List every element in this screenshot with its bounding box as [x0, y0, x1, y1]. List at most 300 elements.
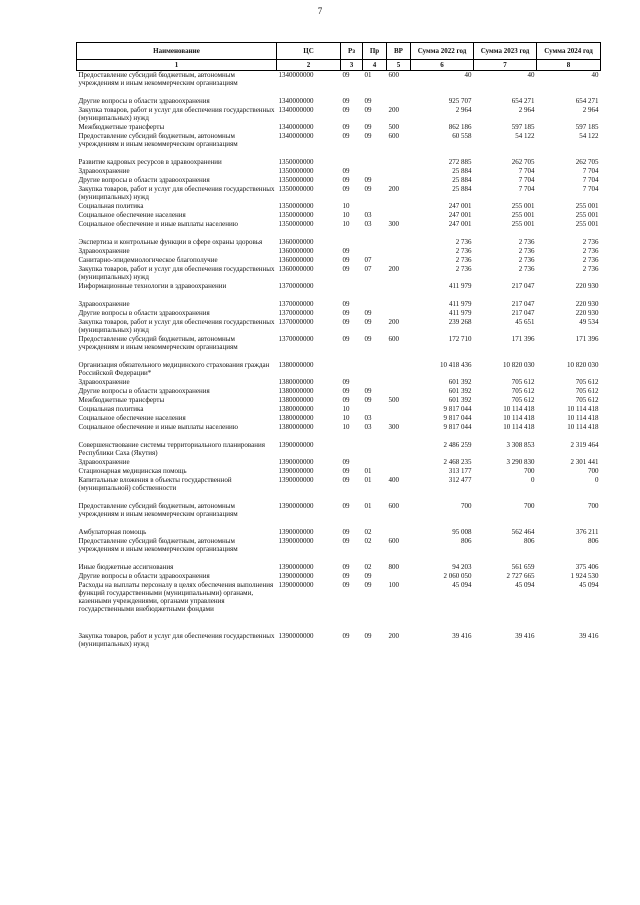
row-sum-2022: 172 710: [448, 335, 472, 343]
row-sum-2023: 700: [524, 467, 535, 475]
row-sum-2022: 25 884: [452, 185, 472, 193]
row-vr: 300: [388, 423, 399, 431]
row-pr: 09: [364, 309, 372, 317]
row-rz: 09: [342, 378, 350, 386]
row-name: Расходы на выплаты персоналу в целях обеспечения выполнения функций государственными (муниципальными) органами, казенными учреждениями, органами управления государственными внебюджетными фондами: [78, 581, 274, 613]
row-sum-2023: 7 704: [518, 167, 535, 175]
row-name: Организация обязательного медицинского страхования граждан Российской Федерации*: [78, 361, 270, 377]
spacer-row: [77, 493, 601, 502]
row-pr: [363, 405, 387, 414]
spacer-cell: [411, 88, 474, 97]
row-cs: 1380000000: [278, 361, 314, 369]
row-cs: 1350000000: [278, 167, 314, 175]
row-name: Закупка товаров, работ и услуг для обеспечения государственных (муниципальных) нужд: [78, 632, 275, 648]
row-sum-2023: 10 820 030: [503, 361, 535, 369]
row-rz: 09: [342, 467, 350, 475]
row-cs: 1390000000: [278, 476, 314, 484]
table-row: [77, 158, 601, 167]
row-rz: 09: [342, 123, 350, 131]
spacer-cell: [277, 554, 341, 563]
table-row: [77, 202, 601, 211]
row-sum-2023: 3 308 853: [506, 441, 535, 449]
row-sum-2023: 654 271: [511, 97, 535, 105]
row-sum-2022: 2 736: [455, 238, 472, 246]
row-sum-2023: 255 001: [511, 202, 535, 210]
row-sum-2024: 45 094: [579, 581, 599, 589]
row-cs: 1350000000: [278, 211, 314, 219]
row-rz: 09: [342, 106, 350, 114]
spacer-cell: [363, 88, 387, 97]
spacer-cell: [537, 352, 601, 361]
row-name: Иные бюджетные ассигнования: [78, 563, 174, 571]
row-vr: [387, 256, 411, 265]
row-sum-2022: 2 736: [455, 265, 472, 273]
spacer-cell: [341, 229, 363, 238]
spacer-cell: [474, 432, 537, 441]
row-pr: 01: [364, 476, 372, 484]
row-sum-2024: 700: [588, 502, 599, 510]
row-sum-2024: 2 736: [582, 238, 599, 246]
row-pr: 02: [364, 563, 372, 571]
row-sum-2022: 925 707: [448, 97, 472, 105]
row-name: Закупка товаров, работ и услуг для обеспечения государственных (муниципальных) нужд: [78, 318, 275, 334]
row-name: Социальная политика: [78, 405, 144, 413]
row-sum-2024: 54 122: [579, 132, 599, 140]
table-row: [77, 476, 601, 493]
spacer-cell: [341, 352, 363, 361]
row-sum-2024: 255 001: [575, 211, 599, 219]
column-number: 8: [537, 60, 601, 71]
row-cs: 1350000000: [278, 185, 314, 193]
row-sum-2024: 597 185: [575, 123, 599, 131]
row-sum-2023: 255 001: [511, 211, 535, 219]
row-pr: 09: [364, 132, 372, 140]
row-sum-2022: 25 884: [452, 167, 472, 175]
table-row: [77, 167, 601, 176]
spacer-cell: [277, 149, 341, 158]
table-row: [77, 581, 601, 614]
row-cs: 1340000000: [278, 132, 314, 140]
row-vr: [387, 97, 411, 106]
spacer-cell: [77, 291, 277, 300]
row-pr: [363, 158, 387, 167]
row-sum-2024: 220 930: [575, 300, 599, 308]
row-name: Совершенствование системы территориального планирования Республики Саха (Якутия): [78, 441, 265, 457]
row-pr: 09: [364, 97, 372, 105]
row-cs: 1370000000: [278, 282, 314, 290]
row-name: Здравоохранение: [78, 300, 130, 308]
row-vr: [387, 405, 411, 414]
spacer-cell: [387, 291, 411, 300]
spacer-cell: [363, 614, 387, 623]
row-pr: [363, 300, 387, 309]
row-cs: 1390000000: [278, 563, 314, 571]
row-cs: 1390000000: [278, 572, 314, 580]
row-sum-2022: 411 979: [449, 300, 472, 308]
table-row: [77, 405, 601, 414]
row-pr: 07: [364, 265, 372, 273]
row-vr: [387, 572, 411, 581]
row-vr: [387, 387, 411, 396]
row-pr: [363, 167, 387, 176]
spacer-cell: [411, 554, 474, 563]
row-sum-2022: 411 979: [449, 282, 472, 290]
row-cs: 1370000000: [278, 318, 314, 326]
table-row: [77, 238, 601, 247]
row-cs: 1390000000: [278, 502, 314, 510]
row-name: Предоставление субсидий бюджетным, автономным учреждениям и иным некоммерческим организациям: [78, 132, 238, 148]
row-pr: 09: [364, 581, 372, 589]
row-name: Социальное обеспечение населения: [78, 211, 186, 219]
spacer-cell: [387, 519, 411, 528]
row-sum-2024: 376 211: [576, 528, 599, 536]
row-name: Социальное обеспечение населения: [78, 414, 186, 422]
table-row: [77, 572, 601, 581]
row-cs: 1380000000: [278, 396, 314, 404]
row-name: Предоставление субсидий бюджетным, автономным учреждениям и иным некоммерческим организациям: [78, 502, 238, 518]
row-sum-2022: 272 885: [448, 158, 472, 166]
column-number: 3: [341, 60, 363, 71]
table-row: [77, 423, 601, 432]
row-pr: [363, 458, 387, 467]
spacer-cell: [474, 352, 537, 361]
spacer-cell: [387, 554, 411, 563]
row-pr: 03: [364, 220, 372, 228]
row-sum-2024: 10 114 418: [567, 414, 599, 422]
row-sum-2023: 10 114 418: [503, 423, 535, 431]
row-rz: 09: [342, 572, 350, 580]
table-row: [77, 185, 601, 202]
row-sum-2023: 54 122: [515, 132, 535, 140]
table-row: [77, 361, 601, 378]
row-pr: 07: [364, 256, 372, 264]
row-pr: 02: [364, 528, 372, 536]
row-sum-2022: 2 964: [455, 106, 472, 114]
spacer-cell: [277, 352, 341, 361]
spacer-cell: [537, 623, 601, 632]
row-vr: 500: [388, 396, 399, 404]
row-sum-2022: 312 477: [448, 476, 472, 484]
spacer-cell: [363, 519, 387, 528]
table-row: [77, 106, 601, 123]
spacer-row: [77, 352, 601, 361]
row-sum-2022: 806: [461, 537, 472, 545]
row-sum-2023: 45 651: [515, 318, 535, 326]
row-pr: [363, 247, 387, 256]
row-sum-2024: 10 114 418: [567, 423, 599, 431]
row-name: Здравоохранение: [78, 458, 130, 466]
row-cs: 1340000000: [278, 97, 314, 105]
table-row: [77, 211, 601, 220]
spacer-cell: [387, 623, 411, 632]
row-name: Капитальные вложения в объекты государственной (муниципальной) собственности: [78, 476, 232, 492]
row-vr: 600: [388, 502, 399, 510]
spacer-row: [77, 229, 601, 238]
row-vr: [387, 202, 411, 211]
row-sum-2022: 247 001: [448, 211, 472, 219]
spacer-cell: [77, 149, 277, 158]
row-cs: 1340000000: [278, 123, 314, 131]
spacer-cell: [537, 88, 601, 97]
row-sum-2024: 806: [588, 537, 599, 545]
spacer-cell: [474, 493, 537, 502]
row-sum-2024: 10 820 030: [567, 361, 599, 369]
spacer-cell: [474, 229, 537, 238]
row-vr: [387, 247, 411, 256]
table-body: [77, 71, 601, 650]
spacer-cell: [341, 493, 363, 502]
spacer-cell: [537, 432, 601, 441]
table-row: [77, 247, 601, 256]
row-vr: [387, 441, 411, 458]
row-sum-2022: 700: [461, 502, 472, 510]
table-row: [77, 256, 601, 265]
table-row: [77, 282, 601, 291]
row-name: Социальная политика: [78, 202, 144, 210]
table-row: [77, 318, 601, 335]
row-rz: 10: [342, 211, 350, 219]
row-name: Социальное обеспечение и иные выплаты населению: [78, 423, 238, 431]
row-sum-2022: 2 736: [455, 256, 472, 264]
row-pr: [363, 202, 387, 211]
row-pr: [363, 441, 387, 458]
spacer-cell: [387, 614, 411, 623]
row-sum-2023: 40: [527, 71, 535, 79]
header-pr: Пр: [363, 43, 387, 60]
budget-table: [76, 42, 601, 649]
table-row: [77, 396, 601, 405]
table-row: [77, 132, 601, 149]
row-rz: 09: [342, 167, 350, 175]
row-rz: 09: [342, 476, 350, 484]
row-name: Здравоохранение: [78, 378, 130, 386]
row-vr: 600: [388, 132, 399, 140]
row-cs: 1370000000: [278, 309, 314, 317]
spacer-cell: [363, 493, 387, 502]
row-sum-2024: 705 612: [575, 378, 599, 386]
row-rz: 09: [342, 176, 350, 184]
row-vr: 300: [388, 220, 399, 228]
spacer-cell: [277, 291, 341, 300]
row-sum-2024: 262 705: [575, 158, 599, 166]
spacer-cell: [77, 623, 277, 632]
row-sum-2022: 247 001: [448, 202, 472, 210]
spacer-row: [77, 519, 601, 528]
column-number-row: [77, 60, 601, 71]
table-header-row: [77, 43, 601, 60]
row-rz: 09: [342, 300, 350, 308]
row-pr: 01: [364, 467, 372, 475]
row-sum-2024: 255 001: [575, 202, 599, 210]
page-number: 7: [317, 6, 323, 16]
row-sum-2023: 217 047: [511, 300, 535, 308]
row-cs: 1390000000: [278, 632, 314, 640]
row-sum-2024: 654 271: [575, 97, 599, 105]
table-row: [77, 414, 601, 423]
row-sum-2022: 313 177: [448, 467, 472, 475]
table-row: [77, 563, 601, 572]
row-sum-2023: 2 727 665: [506, 572, 535, 580]
row-sum-2023: 3 290 830: [506, 458, 535, 466]
spacer-cell: [363, 291, 387, 300]
row-pr: [363, 282, 387, 291]
row-cs: 1390000000: [278, 467, 314, 475]
row-sum-2022: 95 008: [452, 528, 472, 536]
row-sum-2024: 220 930: [575, 282, 599, 290]
row-cs: 1360000000: [278, 247, 314, 255]
row-cs: 1360000000: [278, 256, 314, 264]
row-vr: [387, 300, 411, 309]
spacer-cell: [411, 149, 474, 158]
row-cs: 1350000000: [278, 158, 314, 166]
row-name: Другие вопросы в области здравоохранения: [78, 176, 210, 184]
row-sum-2022: 40: [464, 71, 472, 79]
row-sum-2024: 171 396: [575, 335, 599, 343]
column-number: 4: [363, 60, 387, 71]
spacer-cell: [411, 432, 474, 441]
row-sum-2024: 2 736: [582, 247, 599, 255]
row-name: Амбулаторная помощь: [78, 528, 147, 536]
row-rz: 09: [342, 71, 350, 79]
row-sum-2023: 262 705: [511, 158, 535, 166]
row-vr: 200: [388, 265, 399, 273]
spacer-cell: [341, 88, 363, 97]
row-rz: 09: [342, 396, 350, 404]
spacer-row: [77, 291, 601, 300]
row-pr: 03: [364, 414, 372, 422]
row-rz: [341, 441, 363, 458]
row-sum-2023: 2 736: [518, 247, 535, 255]
row-pr: 03: [364, 423, 372, 431]
row-name: Здравоохранение: [78, 247, 130, 255]
spacer-cell: [341, 519, 363, 528]
table-row: [77, 502, 601, 519]
row-sum-2022: 247 001: [448, 220, 472, 228]
row-sum-2022: 25 884: [452, 176, 472, 184]
column-number: 5: [387, 60, 411, 71]
row-sum-2024: 39 416: [579, 632, 599, 640]
table-row: [77, 335, 601, 352]
row-sum-2023: 562 464: [511, 528, 535, 536]
header-name: Наименование: [77, 43, 277, 60]
row-pr: [363, 361, 387, 378]
table-row: [77, 97, 601, 106]
row-pr: 09: [364, 185, 372, 193]
row-pr: 09: [364, 176, 372, 184]
row-sum-2023: 39 416: [515, 632, 535, 640]
row-name: Закупка товаров, работ и услуг для обеспечения государственных (муниципальных) нужд: [78, 185, 275, 201]
row-rz: [341, 238, 363, 247]
row-vr: [387, 361, 411, 378]
row-rz: 09: [342, 537, 350, 545]
header-sum-2023: Сумма 2023 год: [474, 43, 537, 60]
row-sum-2023: 45 094: [515, 581, 535, 589]
table-row: [77, 441, 601, 458]
table-row: [77, 71, 601, 89]
row-sum-2022: 10 418 436: [440, 361, 472, 369]
spacer-cell: [341, 614, 363, 623]
row-vr: 600: [388, 537, 399, 545]
column-number: 1: [77, 60, 277, 71]
row-sum-2022: 862 186: [448, 123, 472, 131]
row-sum-2022: 2 468 235: [443, 458, 472, 466]
row-vr: [387, 167, 411, 176]
row-vr: [387, 211, 411, 220]
row-sum-2023: 2 964: [518, 106, 535, 114]
spacer-cell: [363, 149, 387, 158]
row-sum-2023: 0: [531, 476, 535, 484]
row-cs: 1380000000: [278, 405, 314, 413]
spacer-cell: [77, 614, 277, 623]
row-cs: 1390000000: [278, 581, 314, 589]
row-vr: [387, 458, 411, 467]
spacer-cell: [537, 229, 601, 238]
row-vr: [387, 282, 411, 291]
spacer-cell: [77, 493, 277, 502]
spacer-cell: [277, 229, 341, 238]
row-rz: 09: [342, 335, 350, 343]
row-name: Стационарная медицинская помощь: [78, 467, 187, 475]
row-sum-2022: 239 268: [448, 318, 472, 326]
row-name: Закупка товаров, работ и услуг для обеспечения государственных (муниципальных) нужд: [78, 106, 275, 122]
row-name: Предоставление субсидий бюджетным, автономным учреждениям и иным некоммерческим организациям: [78, 335, 238, 351]
row-rz: 09: [342, 185, 350, 193]
row-sum-2024: 0: [595, 476, 599, 484]
row-vr: 200: [388, 318, 399, 326]
table-row: [77, 300, 601, 309]
spacer-cell: [474, 614, 537, 623]
row-cs: 1360000000: [278, 265, 314, 273]
spacer-cell: [411, 519, 474, 528]
row-vr: [387, 158, 411, 167]
row-pr: [363, 238, 387, 247]
row-sum-2024: 2 964: [582, 106, 599, 114]
row-sum-2022: 601 392: [448, 378, 472, 386]
row-cs: 1390000000: [278, 537, 314, 545]
row-vr: [387, 414, 411, 423]
table-row: [77, 467, 601, 476]
row-sum-2022: 9 817 044: [443, 414, 472, 422]
row-sum-2024: 705 612: [575, 387, 599, 395]
row-sum-2023: 217 047: [511, 282, 535, 290]
row-sum-2024: 2 319 464: [570, 441, 599, 449]
row-sum-2024: 255 001: [575, 220, 599, 228]
row-pr: 09: [364, 335, 372, 343]
row-vr: 400: [388, 476, 399, 484]
row-cs: 1340000000: [278, 71, 314, 79]
row-sum-2022: 39 416: [452, 632, 472, 640]
row-rz: 09: [342, 97, 350, 105]
row-sum-2023: 171 396: [511, 335, 535, 343]
spacer-cell: [411, 352, 474, 361]
row-rz: 09: [342, 502, 350, 510]
spacer-cell: [411, 614, 474, 623]
row-sum-2024: 700: [588, 467, 599, 475]
column-number: 7: [474, 60, 537, 71]
row-rz: 10: [342, 423, 350, 431]
row-sum-2023: 561 659: [511, 563, 535, 571]
row-sum-2024: 49 534: [579, 318, 599, 326]
row-cs: 1390000000: [278, 528, 314, 536]
row-pr: 01: [364, 71, 372, 79]
row-pr: 09: [364, 387, 372, 395]
spacer-row: [77, 614, 601, 623]
row-sum-2022: 45 094: [452, 581, 472, 589]
spacer-cell: [537, 614, 601, 623]
row-rz: [341, 282, 363, 291]
table-row: [77, 378, 601, 387]
spacer-cell: [411, 291, 474, 300]
